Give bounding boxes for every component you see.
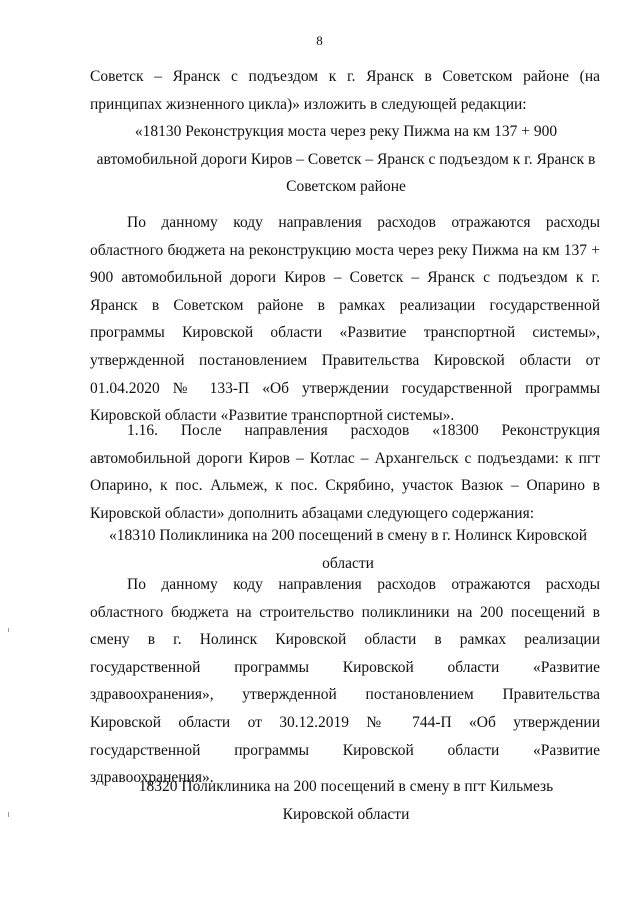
code-heading-18310: «18310 Поликлиника на 200 посещений в смену в г. Нолинск Кировской области <box>108 527 588 572</box>
paragraph-item-1-16: 1.16. После направления расходов «18300 Реконструкция автомобильной дороги Киров – Котлас – Архангельск с подъездами: к пгт Опарино, к пос. Альмеж, к пос. Скрябино, участок Вазюк – Опарино в Кировской области» дополнить абзацами следующего содержания: <box>90 422 600 522</box>
code-heading-18320: 18320 Поликлиника на 200 посещений в смену в пгт Кильмезь Кировской области <box>138 778 554 823</box>
page-number: 8 <box>316 33 323 48</box>
paragraph-intro: Советск – Яранск с подъездом к г. Яранск в Советском районе (на принципах жизненного цикла)» изложить в следующей редакции: <box>90 68 600 113</box>
paragraph-18310-description: По данному коду направления расходов отражаются расходы областного бюджета на строительство поликлиники на 200 посещений в смену в г. Нолинск Кировской области в рамках реализации государственной программы Кировской области «Развитие здравоохранения», утвержденной постановлением Правительства Кировской области от 30.12.2019 № 744-П «Об утверждении государственной программы Кировской области «Развитие здравоохранения». <box>90 576 600 787</box>
scan-margin-mark <box>8 812 9 817</box>
paragraph-18130-description: По данному коду направления расходов отражаются расходы областного бюджета на реконструкцию моста через реку Пижма на км 137 + 900 автомобильной дороги Киров – Советск – Яранск с подъездом к г. Яранск в Советском районе в рамках реализации государственной программы Кировской области «Развитие транспортной системы», утвержденной постановлением Правительства Кировской области от 01.04.2020 № 133-П «Об утверждении государственной программы Кировской области «Развитие транспортной системы». <box>90 214 600 425</box>
scan-margin-mark <box>8 628 9 632</box>
code-heading-18130: «18130 Реконструкция моста через реку Пижма на км 137 + 900 автомобильной дороги Киров – Советск – Яранск с подъездом к г. Яранск в Советском районе <box>96 123 596 196</box>
